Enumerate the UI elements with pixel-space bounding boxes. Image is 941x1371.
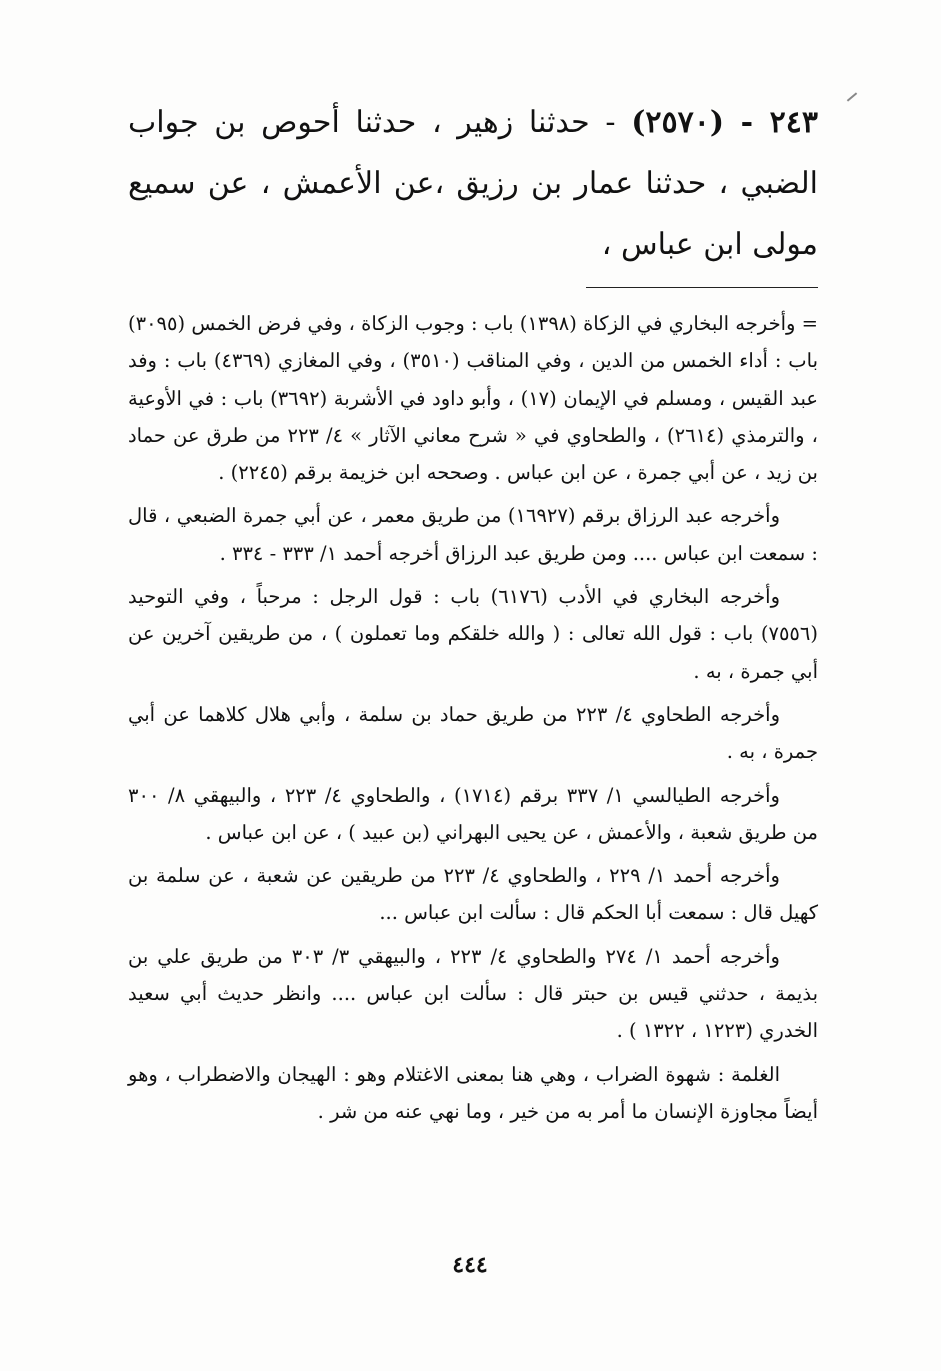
- footnotes: [128, 305, 818, 1136]
- page-number: ٤٤٤: [452, 1252, 488, 1278]
- footnote-paragraph: وأخرجه أحمد ١/ ٢٧٤ والطحاوي ٤/ ٢٢٣ ، والبيهقي ٣/ ٣٠٣ من طريق علي بن بذيمة ، حدثني قيس بن حبتر قال : سألت ابن عباس .... وانظر حديث أبي سعيد الخدري (١٢٢٣ ، ١٣٢٢ ) .: [128, 944, 818, 1043]
- footnote-paragraph: وأخرجه الطيالسي ١/ ٣٣٧ برقم (١٧١٤) ، والطحاوي ٤/ ٢٢٣ ، والبيهقي ٨/ ٣٠٠ من طريق شعبة ، والأعمش ، عن يحيى البهراني (بن عبيد ) ، عن ابن عباس .: [128, 783, 818, 844]
- pen-mark: [847, 92, 857, 101]
- footnote-paragraph: وأخرجه أحمد ١/ ٢٢٩ ، والطحاوي ٤/ ٢٢٣ من طريقين عن شعبة ، عن سلمة بن كهيل قال : سمعت أبا الحكم قال : سألت ابن عباس ...: [128, 864, 818, 925]
- hadith-text: - حدثنا زهير ، حدثنا أحوص بن جواب الضبي ، حدثنا عمار بن رزيق ،عن الأعمش ، عن سميع مولى ابن عباس ،: [128, 105, 818, 262]
- hadith-number: ٢٤٣ - (٢٥٧٠): [631, 105, 818, 140]
- footnote-paragraph: وأخرجه الطحاوي ٤/ ٢٢٣ من طريق حماد بن سلمة ، وأبي هلال كلاهما عن أبي جمرة ، به .: [128, 702, 818, 764]
- footnote-paragraph: وأخرجه عبد الرزاق برقم (١٦٩٢٧) من طريق معمر ، عن أبي جمرة الضبعي ، قال : سمعت ابن عباس .... ومن طريق عبد الرزاق أخرجه أحمد ١/ ٣٣٣ - ٣٣٤ .: [128, 504, 818, 565]
- footnote-paragraph: = وأخرجه البخاري في الزكاة (١٣٩٨) باب : وجوب الزكاة ، وفي فرض الخمس (٣٠٩٥) باب : أداء الخمس من الدين ، وفي المناقب (٣٥١٠) ، وفي المغازي (٤٣٦٩) باب : وفد عبد القيس ، ومسلم في الإيمان (١٧) ، وأبو داود في الأشربة (٣٦٩٢) باب : في الأوعية ، والترمذي (٢٦١٤) ، والطحاوي في « شرح معاني الآثار » ٤/ ٢٢٣ من طرق عن حماد بن زيد ، عن أبي جمرة ، عن ابن عباس . وصححه ابن خزيمة برقم (٢٢٤٥) .: [128, 312, 819, 485]
- hadith-text-block: [128, 92, 818, 275]
- footnote-paragraph: الغلمة : شهوة الضراب ، وهي هنا بمعنى الاغتلام وهو : الهيجان والاضطراب ، وهو أيضاً مجاوزة الإنسان ما أمر به من خير ، وما نهي عنه من شر .: [128, 1062, 818, 1123]
- footnote-separator: [586, 287, 818, 288]
- footnote-paragraph: وأخرجه البخاري في الأدب (٦١٧٦) باب : قول الرجل : مرحباً ، وفي التوحيد (٧٥٥٦) باب : قول الله تعالى : ( والله خلقكم وما تعملون ) ، من طريقين آخرين عن أبي جمرة ، به .: [128, 585, 818, 683]
